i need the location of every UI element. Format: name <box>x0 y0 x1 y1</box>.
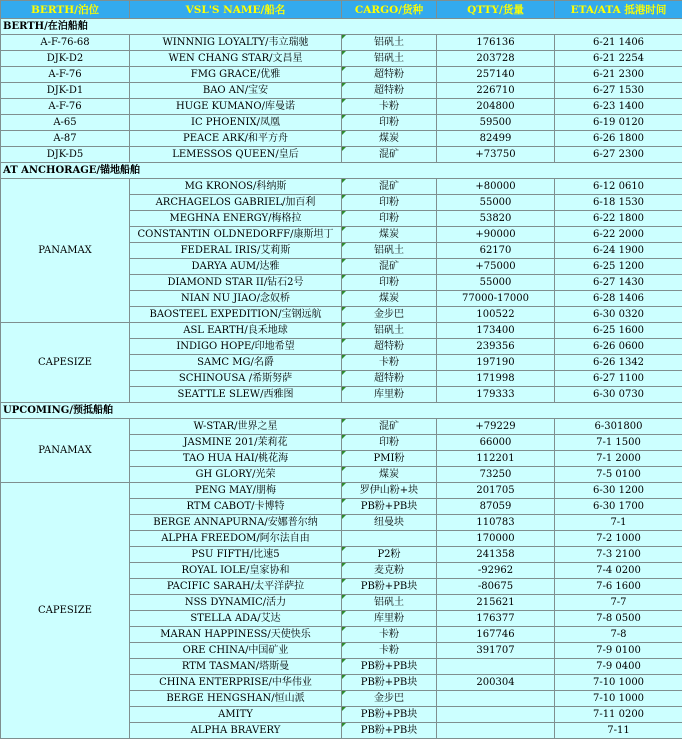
cargo-cell: PB粉+PB块 <box>342 675 437 691</box>
quantity-cell: +79229 <box>437 419 555 435</box>
eta-cell: 6-301800 <box>555 419 682 435</box>
eta-cell: 6-28 1406 <box>555 291 682 307</box>
section-row <box>1 163 682 179</box>
table-row <box>1 115 682 131</box>
vessel-name-cell: DARYA AUM/达雅 <box>130 259 342 275</box>
vessel-name-cell: BAOSTEEL EXPEDITION/宝钢远航 <box>130 307 342 323</box>
eta-cell: 6-25 1200 <box>555 259 682 275</box>
quantity-cell: 55000 <box>437 275 555 291</box>
eta-cell: 7-2 1000 <box>555 531 682 547</box>
vessel-name-cell: PACIFIC SARAH/太平洋萨拉 <box>130 579 342 595</box>
vessel-name-cell: ARCHAGELOS GABRIEL/加百利 <box>130 195 342 211</box>
table-row <box>1 483 682 499</box>
vessel-name-cell: JASMINE 201/茉莉花 <box>130 435 342 451</box>
quantity-cell: 239356 <box>437 339 555 355</box>
cargo-cell: 金步巴 <box>342 691 437 707</box>
berth-cell: A-F-76 <box>1 67 130 83</box>
vessel-name-cell: GH GLORY/光荣 <box>130 467 342 483</box>
vessel-name-cell: MG KRONOS/科纳斯 <box>130 179 342 195</box>
quantity-cell: 170000 <box>437 531 555 547</box>
header-berth: BERTH/泊位 <box>1 1 130 19</box>
table-row <box>1 179 682 195</box>
vessel-name-cell: HUGE KUMANO/库曼诺 <box>130 99 342 115</box>
quantity-cell: -92962 <box>437 563 555 579</box>
quantity-cell: 73250 <box>437 467 555 483</box>
eta-cell: 7-8 <box>555 627 682 643</box>
vessel-name-cell: MEGHNA ENERGY/梅格拉 <box>130 211 342 227</box>
vessel-name-cell: ASL EARTH/良禾地球 <box>130 323 342 339</box>
berth-cell: DJK-D5 <box>1 147 130 163</box>
cargo-cell: PB粉+PB块 <box>342 707 437 723</box>
vessel-name-cell: INDIGO HOPE/印地希望 <box>130 339 342 355</box>
cargo-cell: P2粉 <box>342 547 437 563</box>
eta-cell: 6-21 2254 <box>555 51 682 67</box>
eta-cell: 6-30 1700 <box>555 499 682 515</box>
vessel-name-cell: NIAN NU JIAO/念奴桥 <box>130 291 342 307</box>
quantity-cell: 200304 <box>437 675 555 691</box>
quantity-cell: 176136 <box>437 35 555 51</box>
eta-cell: 6-21 1406 <box>555 35 682 51</box>
vessel-name-cell: CHINA ENTERPRISE/中华伟业 <box>130 675 342 691</box>
quantity-cell: 110783 <box>437 515 555 531</box>
cargo-cell: PB粉+PB块 <box>342 499 437 515</box>
vessel-name-cell: MARAN HAPPINESS/天使快乐 <box>130 627 342 643</box>
quantity-cell: 100522 <box>437 307 555 323</box>
cargo-cell: 麦克粉 <box>342 563 437 579</box>
quantity-cell: 201705 <box>437 483 555 499</box>
cargo-cell: 混矿 <box>342 419 437 435</box>
header-cargo: CARGO/货种 <box>342 1 437 19</box>
cargo-cell: 铝矾土 <box>342 323 437 339</box>
eta-cell: 6-26 1800 <box>555 131 682 147</box>
table-row <box>1 35 682 51</box>
vessel-name-cell: CONSTANTIN OLDNEDORFF/康斯坦丁 <box>130 227 342 243</box>
eta-cell: 6-21 2300 <box>555 67 682 83</box>
vessel-name-cell: ORE CHINA/中国矿业 <box>130 643 342 659</box>
eta-cell: 6-27 1530 <box>555 83 682 99</box>
eta-cell: 7-9 0400 <box>555 659 682 675</box>
vessel-name-cell: FEDERAL IRIS/艾莉斯 <box>130 243 342 259</box>
eta-cell: 7-10 1000 <box>555 675 682 691</box>
berth-cell: DJK-D2 <box>1 51 130 67</box>
cargo-cell: 混矿 <box>342 259 437 275</box>
eta-cell: 7-11 0200 <box>555 707 682 723</box>
cargo-cell: 卡粉 <box>342 355 437 371</box>
table-row <box>1 83 682 99</box>
vessel-name-cell: RTM TASMAN/塔斯曼 <box>130 659 342 675</box>
quantity-cell: 204800 <box>437 99 555 115</box>
vessel-name-cell: LEMESSOS QUEEN/皇后 <box>130 147 342 163</box>
eta-cell: 6-27 2300 <box>555 147 682 163</box>
cargo-cell: 超特粉 <box>342 371 437 387</box>
berth-cell: DJK-D1 <box>1 83 130 99</box>
quantity-cell: 167746 <box>437 627 555 643</box>
quantity-cell: 82499 <box>437 131 555 147</box>
quantity-cell: +75000 <box>437 259 555 275</box>
cargo-cell: 库里粉 <box>342 387 437 403</box>
vessel-name-cell: WINNNIG LOYALTY/韦立瑞驰 <box>130 35 342 51</box>
berth-cell: A-87 <box>1 131 130 147</box>
eta-cell: 6-26 0600 <box>555 339 682 355</box>
quantity-cell: 173400 <box>437 323 555 339</box>
vessel-name-cell: NSS DYNAMIC/活力 <box>130 595 342 611</box>
vessel-name-cell: STELLA ADA/艾达 <box>130 611 342 627</box>
cargo-cell: PB粉+PB块 <box>342 579 437 595</box>
vessel-class-label: CAPESIZE <box>1 483 130 739</box>
cargo-cell: PB粉+PB块 <box>342 659 437 675</box>
section-title: AT ANCHORAGE/锚地船舶 <box>1 163 682 179</box>
cargo-cell: 铝矾土 <box>342 243 437 259</box>
vessel-name-cell: RTM CABOT/卡博特 <box>130 499 342 515</box>
vessel-name-cell: BERGE HENGSHAN/恒山派 <box>130 691 342 707</box>
quantity-cell: +73750 <box>437 147 555 163</box>
cargo-cell: 混矿 <box>342 147 437 163</box>
eta-cell: 7-1 2000 <box>555 451 682 467</box>
cargo-cell: PMI粉 <box>342 451 437 467</box>
cargo-cell: 卡粉 <box>342 99 437 115</box>
eta-cell: 7-1 <box>555 515 682 531</box>
table-row <box>1 51 682 67</box>
table-row <box>1 323 682 339</box>
table-body <box>1 19 682 739</box>
vessel-class-label: PANAMAX <box>1 179 130 323</box>
vessel-name-cell: PENG MAY/朋梅 <box>130 483 342 499</box>
eta-cell: 7-11 <box>555 723 682 739</box>
cargo-cell: 混矿 <box>342 179 437 195</box>
eta-cell: 6-30 0730 <box>555 387 682 403</box>
vessel-name-cell: PEACE ARK/和平方舟 <box>130 131 342 147</box>
eta-cell: 6-22 1800 <box>555 211 682 227</box>
eta-cell: 7-1 1500 <box>555 435 682 451</box>
quantity-cell: 59500 <box>437 115 555 131</box>
quantity-cell <box>437 707 555 723</box>
quantity-cell: 55000 <box>437 195 555 211</box>
vessel-name-cell: AMITY <box>130 707 342 723</box>
vessel-name-cell: DIAMOND STAR II/钻石2号 <box>130 275 342 291</box>
cargo-cell <box>342 531 437 547</box>
quantity-cell: 62170 <box>437 243 555 259</box>
cargo-cell: 印粉 <box>342 115 437 131</box>
eta-cell: 7-9 0100 <box>555 643 682 659</box>
eta-cell: 7-10 1000 <box>555 691 682 707</box>
berth-cell: A-F-76 <box>1 99 130 115</box>
quantity-cell: 53820 <box>437 211 555 227</box>
quantity-cell: 197190 <box>437 355 555 371</box>
cargo-cell: 煤炭 <box>342 291 437 307</box>
quantity-cell: 112201 <box>437 451 555 467</box>
cargo-cell: 煤炭 <box>342 131 437 147</box>
table-row <box>1 131 682 147</box>
eta-cell: 7-4 0200 <box>555 563 682 579</box>
quantity-cell: +80000 <box>437 179 555 195</box>
cargo-cell: 印粉 <box>342 435 437 451</box>
cargo-cell: 超特粉 <box>342 339 437 355</box>
section-title: BERTH/在泊船舶 <box>1 19 682 35</box>
cargo-cell: 煤炭 <box>342 227 437 243</box>
table-row <box>1 99 682 115</box>
section-row <box>1 19 682 35</box>
table-row <box>1 67 682 83</box>
cargo-cell: 金步巴 <box>342 307 437 323</box>
quantity-cell: 203728 <box>437 51 555 67</box>
vessel-name-cell: IC PHOENIX/凤凰 <box>130 115 342 131</box>
section-row <box>1 403 682 419</box>
header-eta: ETA/ATA 抵港时间 <box>555 1 682 19</box>
quantity-cell: 87059 <box>437 499 555 515</box>
eta-cell: 7-8 0500 <box>555 611 682 627</box>
eta-cell: 6-22 2000 <box>555 227 682 243</box>
header-quantity: QTTY/货量 <box>437 1 555 19</box>
quantity-cell: 215621 <box>437 595 555 611</box>
cargo-cell: 煤炭 <box>342 467 437 483</box>
eta-cell: 6-19 0120 <box>555 115 682 131</box>
quantity-cell: 171998 <box>437 371 555 387</box>
eta-cell: 7-3 2100 <box>555 547 682 563</box>
eta-cell: 7-5 0100 <box>555 467 682 483</box>
vessel-name-cell: TAO HUA HAI/桃花海 <box>130 451 342 467</box>
cargo-cell: 铝矾土 <box>342 35 437 51</box>
quantity-cell: 66000 <box>437 435 555 451</box>
header-vessel-name: VSL'S NAME/船名 <box>130 1 342 19</box>
vessel-name-cell: BERGE ANNAPURNA/安娜普尔纳 <box>130 515 342 531</box>
cargo-cell: 罗伊山粉+块 <box>342 483 437 499</box>
cargo-cell: 铝矾土 <box>342 51 437 67</box>
cargo-cell: 库里粉 <box>342 611 437 627</box>
table-row <box>1 419 682 435</box>
eta-cell: 6-30 1200 <box>555 483 682 499</box>
vessel-name-cell: ROYAL IOLE/皇家协和 <box>130 563 342 579</box>
eta-cell: 6-27 1100 <box>555 371 682 387</box>
table-row <box>1 147 682 163</box>
eta-cell: 6-18 1530 <box>555 195 682 211</box>
vessel-name-cell: SAMC MG/名爵 <box>130 355 342 371</box>
quantity-cell: -80675 <box>437 579 555 595</box>
berth-cell: A-65 <box>1 115 130 131</box>
header-row <box>1 1 682 19</box>
berth-cell: A-F-76-68 <box>1 35 130 51</box>
eta-cell: 7-7 <box>555 595 682 611</box>
vessel-name-cell: ALPHA BRAVERY <box>130 723 342 739</box>
vessel-name-cell: WEN CHANG STAR/文昌星 <box>130 51 342 67</box>
cargo-cell: 纽曼块 <box>342 515 437 531</box>
vessel-class-label: PANAMAX <box>1 419 130 483</box>
eta-cell: 6-27 1430 <box>555 275 682 291</box>
vessel-name-cell: W-STAR/世界之星 <box>130 419 342 435</box>
eta-cell: 6-24 1900 <box>555 243 682 259</box>
eta-cell: 6-25 1600 <box>555 323 682 339</box>
quantity-cell <box>437 659 555 675</box>
cargo-cell: 卡粉 <box>342 627 437 643</box>
vessel-name-cell: SEATTLE SLEW/西雅图 <box>130 387 342 403</box>
cargo-cell: 印粉 <box>342 195 437 211</box>
eta-cell: 6-12 0610 <box>555 179 682 195</box>
vessel-class-label: CAPESIZE <box>1 323 130 403</box>
cargo-cell: PB粉+PB块 <box>342 723 437 739</box>
quantity-cell: 257140 <box>437 67 555 83</box>
quantity-cell: 179333 <box>437 387 555 403</box>
eta-cell: 7-6 1600 <box>555 579 682 595</box>
eta-cell: 6-26 1342 <box>555 355 682 371</box>
cargo-cell: 印粉 <box>342 275 437 291</box>
quantity-cell: 226710 <box>437 83 555 99</box>
eta-cell: 6-23 1400 <box>555 99 682 115</box>
quantity-cell: 241358 <box>437 547 555 563</box>
quantity-cell <box>437 691 555 707</box>
vessel-name-cell: ALPHA FREEDOM/阿尔法自由 <box>130 531 342 547</box>
quantity-cell: 77000-17000 <box>437 291 555 307</box>
quantity-cell: 176377 <box>437 611 555 627</box>
vessel-name-cell: SCHINOUSA /希斯努萨 <box>130 371 342 387</box>
vessel-name-cell: PSU FIFTH/比速5 <box>130 547 342 563</box>
eta-cell: 6-30 0320 <box>555 307 682 323</box>
cargo-cell: 铝矾土 <box>342 595 437 611</box>
cargo-cell: 超特粉 <box>342 67 437 83</box>
quantity-cell: +90000 <box>437 227 555 243</box>
vessel-name-cell: BAO AN/宝安 <box>130 83 342 99</box>
cargo-cell: 卡粉 <box>342 643 437 659</box>
cargo-cell: 印粉 <box>342 211 437 227</box>
section-title: UPCOMING/预抵船舶 <box>1 403 682 419</box>
vessel-name-cell: FMG GRACE/优雅 <box>130 67 342 83</box>
cargo-cell: 超特粉 <box>342 83 437 99</box>
quantity-cell: 391707 <box>437 643 555 659</box>
